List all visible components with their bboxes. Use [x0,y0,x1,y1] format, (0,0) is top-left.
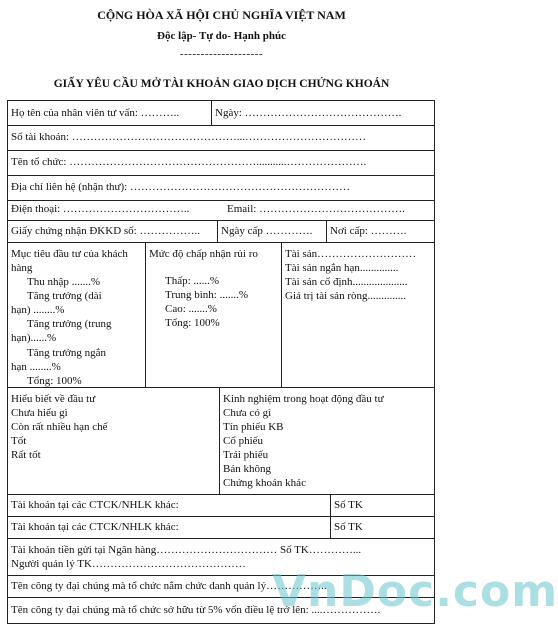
row-line [8,494,434,495]
knowledge-very-good[interactable]: Rất tốt [11,449,41,462]
phone-field[interactable]: Điện thoại: …………………………….. [11,203,190,215]
issue-date-field[interactable]: Ngày cấp …………. [221,225,313,237]
date-field[interactable]: Ngày: ……………………………………. [215,107,402,119]
goal-growth-long[interactable]: Tăng trưởng (dài [27,290,102,303]
business-registration-field[interactable]: Giấy chứng nhận ĐKKD số: …………….. [11,225,200,237]
experience-unlisted[interactable]: Bán không [223,463,271,476]
row-line [8,538,434,539]
other-account-label-2[interactable]: Tài khoản tại các CTCK/NHLK khác: [11,521,179,533]
address-field[interactable]: Địa chỉ liên hệ (nhận thư): …………………………………………………… [11,181,350,193]
motto: Độc lập- Tự do- Hạnh phúc [157,30,286,42]
bank-account-field[interactable]: Tài khoản tiền gửi tại Ngân hàng…………………………… Số TK…………... [11,544,362,556]
experience-stocks[interactable]: Cổ phiếu [223,435,264,448]
row-line [8,220,434,221]
risk-total: Tổng: 100% [165,317,220,330]
row-line [8,200,434,201]
divider [326,220,327,242]
investment-goals-title: Mục tiêu đầu tư của khách [11,248,128,260]
risk-tolerance-title: Mức độ chấp nhận rủi ro [149,248,258,260]
divider [219,387,220,494]
owned-companies-field[interactable]: Tên công ty đại chúng mà tổ chức sở hữu từ 5% vốn điều lệ trở lên: ....……………. [11,604,381,616]
goal-income[interactable]: Thu nhập .......% [27,276,101,289]
vndoc-watermark [272,564,558,622]
divider [217,220,218,242]
risk-medium[interactable]: Trung bình: .......% [165,289,249,302]
divider [281,242,282,387]
risk-tolerance-section [149,247,258,330]
email-field[interactable]: Email: …………………………………. [227,203,405,215]
row-line [8,150,434,151]
row-line [8,516,434,517]
managed-companies-field[interactable]: Tên công ty đại chúng mà tổ chức nắm chức danh quản lý…………….. [11,580,327,592]
divider [145,242,146,387]
form-title: GIẤY YÊU CẦU MỞ TÀI KHOẢN GIAO DỊCH CHỨNG KHOÁN [53,78,390,90]
issue-place-field[interactable]: Nơi cấp: ………. [330,225,407,237]
goal-growth-long-cont: hạn) ........% [11,304,65,317]
assets-title[interactable]: Tài sản……………………… [285,248,417,260]
investment-goals-title-cont: hàng [11,262,33,275]
experience-title: Kinh nghiệm trong hoạt động đầu tư [223,393,384,405]
row-line [8,125,434,126]
investment-knowledge-section [11,392,108,462]
header-separator: -------------------- [179,48,264,60]
investment-goals-section [11,247,128,388]
goal-growth-short[interactable]: Tăng trưởng ngắn [27,346,106,359]
row-line [8,387,434,388]
knowledge-none[interactable]: Chưa hiểu gì [11,407,68,420]
risk-high[interactable]: Cao: .......% [165,303,217,316]
goal-total: Tổng: 100% [27,374,82,387]
assets-section [285,247,416,303]
risk-low[interactable]: Thấp: ......% [165,275,220,288]
experience-kb-bonds[interactable]: Tín phiếu KB [223,421,284,434]
form-table [7,100,435,624]
investment-experience-section [223,392,384,491]
row-line [8,242,434,243]
account-manager-field[interactable]: Người quản lý TK…………………………………… [11,558,246,570]
goal-growth-mid-cont: hạn)......% [11,332,57,345]
experience-none[interactable]: Chưa có gì [223,407,272,420]
assets-net-value[interactable]: Giá trị tài sản ròng.............. [285,290,406,303]
knowledge-title: Hiểu biết về đầu tư [11,393,96,405]
goal-growth-mid[interactable]: Tăng trưởng (trung [27,318,112,331]
divider-advisor-date [211,101,212,125]
experience-other[interactable]: Chứng khoán khác [223,477,306,490]
other-account-label-1[interactable]: Tài khoản tại các CTCK/NHLK khác: [11,499,179,511]
national-title: CỘNG HÒA XÃ HỘI CHỦ NGHĨA VIỆT NAM [97,8,346,22]
row-line [8,175,434,176]
watermark-text: VnDoc.com [272,566,558,617]
experience-bonds[interactable]: Trái phiếu [223,449,269,462]
assets-fixed[interactable]: Tài sản cố định.................... [285,276,408,289]
advisor-field[interactable]: Họ tên của nhân viên tư vấn: ……….. [11,107,180,119]
other-account-number-2[interactable]: Số TK [334,521,363,533]
knowledge-limited[interactable]: Còn rất nhiều hạn chế [11,421,108,434]
account-number-field[interactable]: Số tài khoản: ………………………………………...…………………………… [11,131,367,143]
other-account-number-1[interactable]: Số TK [334,499,363,511]
knowledge-good[interactable]: Tốt [11,435,27,448]
goal-growth-short-cont: hạn ........% [11,360,61,373]
assets-short-term[interactable]: Tài sản ngắn hạn.............. [285,262,399,275]
organization-name-field[interactable]: Tên tổ chức: ……………………………………………...........…………………. [11,156,367,168]
